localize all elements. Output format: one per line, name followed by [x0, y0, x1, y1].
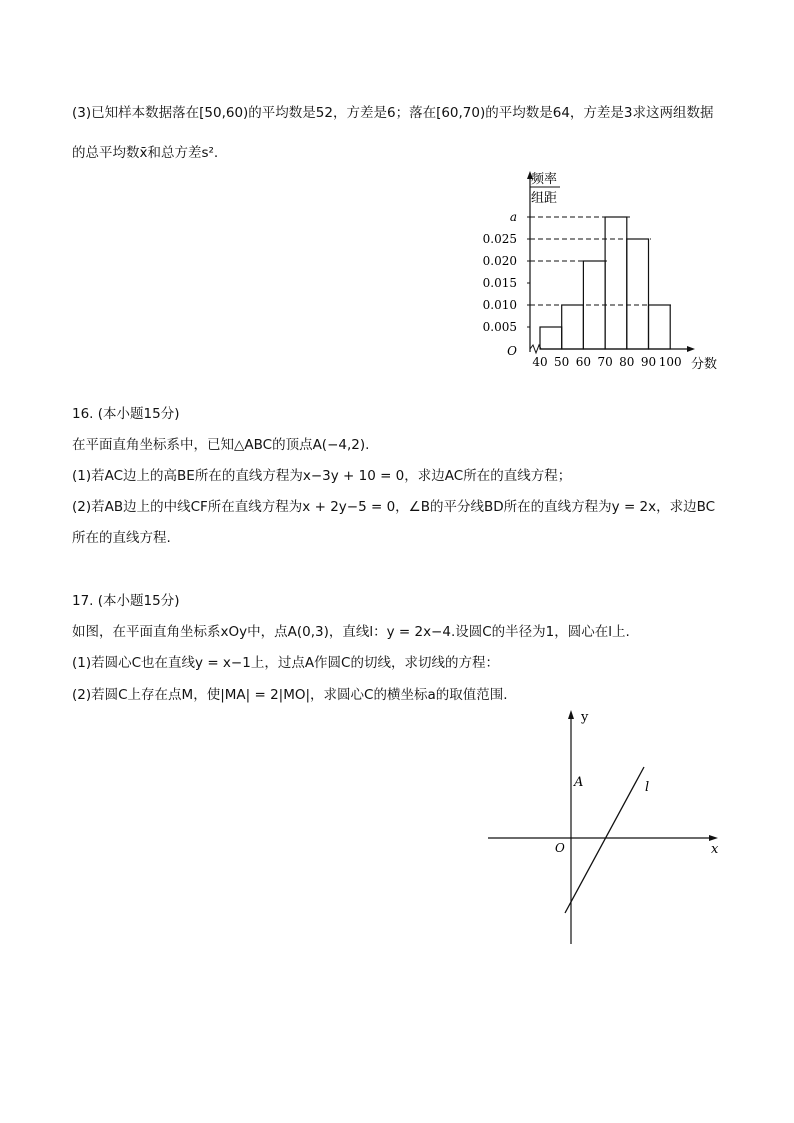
q16-stem: 在平面直角坐标系中，已知△ABC的顶点A(−4,2). — [72, 437, 370, 453]
q17-heading: 17. (本小题15分) — [72, 593, 180, 609]
q17-part2: (2)若圆C上存在点M，使|MA| = 2|MO|，求圆心C的横坐标a的取值范围. — [72, 687, 508, 703]
fig2-point-a: A — [574, 775, 584, 790]
fig2-line-l-label: l — [645, 780, 650, 795]
fig2-y-arrow — [568, 710, 574, 719]
hist-ylabel-top: 频率 — [530, 172, 558, 187]
q16-heading: 16. (本小题15分) — [72, 406, 180, 422]
q16-part2-line2: 所在的直线方程. — [72, 530, 171, 546]
hist-y-tick-label: 0.015 — [482, 276, 517, 290]
q16-part2-line1: (2)若AB边上的中线CF所在直线方程为x + 2y−5 = 0，∠B的平分线BD所在的直线方程为y = 2x，求边BC — [72, 499, 716, 515]
q15-part3-line1: (3)已知样本数据落在[50,60)的平均数是52，方差是6；落在[60,70)的平均数是64，方差是3求这两组数据 — [72, 105, 714, 121]
hist-x-tick-label: 40 — [532, 355, 548, 369]
hist-x-tick-label: 100 — [658, 355, 682, 369]
q15-part3-line2: 的总平均数x̄和总方差s². — [72, 145, 219, 161]
hist-y-tick-label: 0.025 — [482, 232, 517, 246]
hist-y-tick-label: a — [509, 210, 517, 224]
hist-x-tick-label: 80 — [619, 355, 635, 369]
hist-y-tick-label: 0.020 — [482, 254, 517, 268]
hist-y-tick-label: 0.010 — [482, 298, 517, 312]
hist-ylabel-bottom: 组距 — [530, 191, 558, 206]
hist-xlabel: 分数 — [690, 357, 718, 372]
hist-x-tick-label: 70 — [597, 355, 613, 369]
q16-part1: (1)若AC边上的高BE所在的直线方程为x−3y + 10 = 0，求边AC所在的直线方程； — [72, 468, 572, 484]
hist-origin: O — [507, 344, 517, 358]
q17-part1: (1)若圆心C也在直线y = x−1上，过点A作圆C的切线，求切线的方程： — [72, 655, 499, 671]
hist-x-tick-label: 50 — [554, 355, 570, 369]
hist-x-tick-label: 90 — [640, 355, 657, 369]
fig2-origin: O — [555, 841, 565, 855]
q17-stem: 如图，在平面直角坐标系xOy中，点A(0,3)，直线l：y = 2x−4.设圆C的半径为1，圆心在l上. — [72, 624, 630, 640]
hist-x-tick-label: 60 — [575, 355, 592, 369]
fig2-x-arrow — [709, 835, 718, 841]
hist-y-tick-label: 0.005 — [482, 320, 517, 334]
fig2-x-label: x — [711, 842, 719, 857]
fig2-y-label: y — [581, 710, 589, 725]
